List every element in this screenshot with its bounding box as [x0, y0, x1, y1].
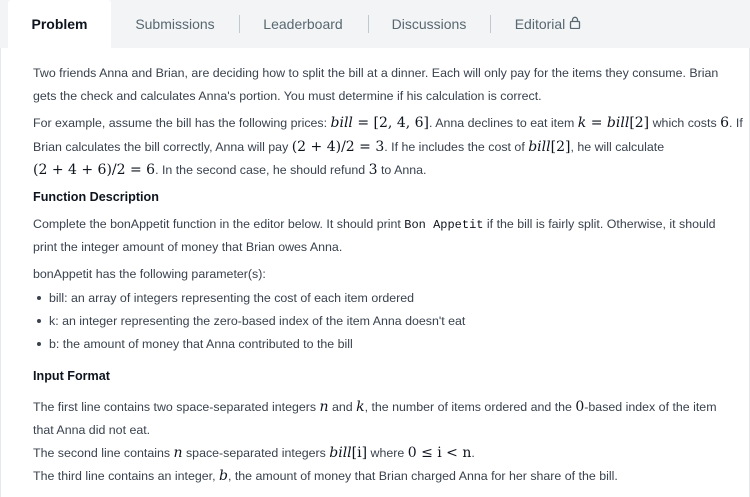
tab-problem[interactable] [8, 0, 111, 48]
example-line-1: For example, assume the bill has the following prices: bill = [2, 4, 6]. Anna declines to eat item k = bill[2] which costs 6. If [33, 115, 743, 131]
bullet [37, 342, 41, 346]
function-description-line-1: Complete the bonAppetit function in the editor below. It should print Bon Appetit if the bill is fairly split. Otherwise, it should [33, 217, 716, 232]
input-format-line-2: that Anna did not eat. [33, 423, 151, 437]
problem-statement [0, 48, 750, 497]
tab-leaderboard[interactable] [243, 0, 363, 48]
tab-discussions-label: Discussions [391, 16, 467, 32]
tab-submissions-label: Submissions [135, 16, 215, 32]
params-intro: bonAppetit has the following parameter(s): [33, 267, 266, 281]
tab-discussions[interactable] [372, 0, 486, 48]
tab-editorial-label: Editorial [514, 16, 566, 32]
bon-appetit-code: Bon Appetit [404, 218, 484, 232]
param-k: k: an integer representing the zero-based index of the item Anna doesn't eat [49, 314, 466, 328]
input-format-heading: Input Format [33, 369, 110, 383]
intro-line-1: Two friends Anna and Brian, are deciding how to split the bill at a dinner. Each will only pay for the items they consume. Brian [33, 66, 719, 80]
problem-tabs [0, 0, 750, 48]
tab-submissions[interactable] [118, 0, 232, 48]
input-format-line-1: The first line contains two space-separated integers n and k, the number of items ordered and the 0-based index of the item [33, 399, 717, 415]
example-line-3: (2 + 4 + 6)/2 = 6. In the second case, he should refund 3 to Anna. [33, 162, 427, 178]
input-format-line-4: The third line contains an integer, b, the amount of money that Brian charged Anna for her share of the bill. [33, 468, 618, 484]
bullet [37, 296, 41, 300]
tab-divider [239, 15, 240, 33]
tab-divider [368, 15, 369, 33]
lock-icon [569, 16, 581, 32]
function-description-heading: Function Description [33, 190, 159, 204]
intro-line-2: gets the check and calculates Anna's portion. You must determine if his calculation is correct. [33, 89, 542, 103]
param-bill: bill: an array of integers representing the cost of each item ordered [49, 291, 415, 305]
function-description-line-2: print the integer amount of money that Brian owes Anna. [33, 240, 343, 254]
param-b: b: the amount of money that Anna contributed to the bill [49, 337, 353, 351]
tab-leaderboard-label: Leaderboard [263, 16, 343, 32]
tab-problem-label: Problem [31, 16, 88, 32]
input-format-line-3: The second line contains n space-separated integers bill[i] where 0 ≤ i < n. [33, 445, 475, 461]
example-line-2: Brian calculates the bill correctly, Anna will pay (2 + 4)/2 = 3. If he includes the cost of bill[2], he will calculate [33, 139, 665, 155]
bullet [37, 319, 41, 323]
tab-editorial[interactable] [496, 0, 600, 48]
tab-divider [490, 15, 491, 33]
